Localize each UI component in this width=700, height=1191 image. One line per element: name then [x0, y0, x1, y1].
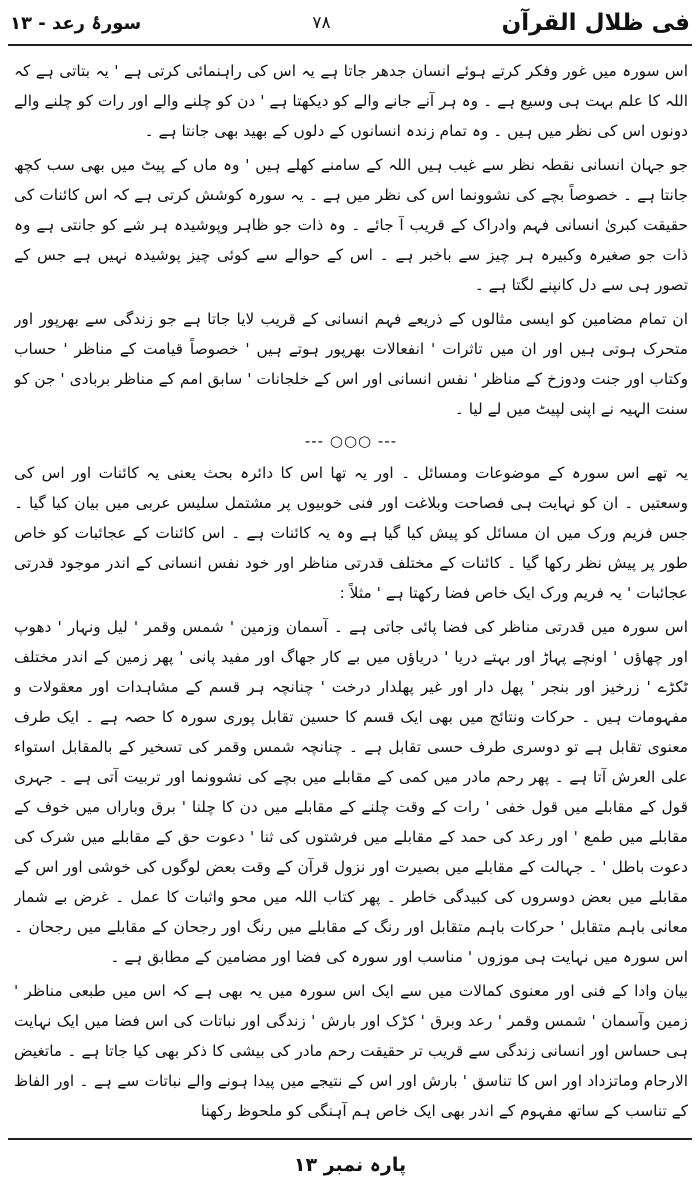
surah-label: سورۂ رعد - ۱۳	[10, 12, 142, 34]
paragraph: اس سورہ میں قدرتی مناظر کی فضا پائی جاتی ہے ۔ آسمان وزمین ' شمس وقمر ' لیل ونہار ' دھوپ اور چھاؤں ' اونچے پہاڑ اور بہتے دریا ' دریاؤں میں بے کار جھاگ اور مفید پانی ' پھر زمین کے اندر مختلف ٹکڑے ' زرخیز اور بنجر ' پھل دار اور غیر پھلدار درخت ' چنانچہ ہر قسم کے مشاہدات اور معقولات و مفہومات ہیں ۔ حرکات ونتائج میں بھی ایک قسم کا حسین تقابل پوری سورہ کا حصہ ہے ۔ ایک طرف معنوی تقابل ہے تو دوسری طرف حسی تقابل ہے ۔ چنانچہ شمس وقمر کی تسخیر کے بالمقابل استواء علی العرش آتا ہے ۔ پھر رحم مادر میں کمی کے مقابلے میں بچے کی نشوونما اور تربیت آتی ہے ۔ جہری قول کے مقابلے میں قول خفی ' رات کے وقت چلنے کے مقابلے میں دن کا چلنا ' برق وباراں میں خوف کے مقابلے میں طمع ' اور رعد کی حمد کے مقابلے میں فرشتوں کی ثنا ' دعوت حق کے مقابلے میں شرک کی دعوت باطل ' ۔ جہالت کے مقابلے میں بصیرت اور نزول قرآن کے وقت بعض لوگوں کی خوشی اور اس کے مقابلے میں بعض دوسروں کی کبیدگی خاطر ۔ پھر کتاب اللہ میں محو واثبات کا عمل ۔ غرض بے شمار معانی باہم متقابل ' حرکات باہم متقابل اور رنگ کے مقابلے میں رنگ اور رجحان کے مقابلے میں رجحان ۔ اس سورہ میں نہایت ہی موزوں ' مناسب اور سورہ کی فضا اور مضامین کے مطابق ہے ۔	[14, 618, 688, 966]
page-body	[14, 56, 688, 1133]
paragraph: اس سورہ میں غور وفکر کرتے ہوئے انسان جدھر جاتا ہے یہ اس کی راہنمائی کرتی ہے ' یہ بتاتی ہے کہ اللہ کا علم بہت ہی وسیع ہے ۔ وہ ہر آنے جانے والے کو دیکھتا ہے ' دن کو چلنے والے اور رات کو چلنے والے دونوں اس کی نظر میں ہیں ۔ وہ تمام زندہ انسانوں کے دلوں کے بھید بھی جانتا ہے ۔	[14, 62, 688, 140]
paragraph: بیان وادا کے فنی اور معنوی کمالات میں سے ایک اس سورہ میں یہ بھی ہے کہ اس میں طبعی مناظر ' زمین وآسمان ' شمس وقمر ' رعد وبرق ' کڑک اور بارش ' زندگی اور نباتات کی اس فضا میں ایک نہایت ہی حساس اور انسانی زندگی سے قریب تر حقیقت رحم مادر کی بیشی کا ذکر بھی کیا جاتا ہے ۔ ماتغیض الارحام وماتزداد اور اس کا تناسق ' بارش اور اس کے نتیجے میں پیدا ہونے والے نباتات سے ہے ۔ اور الفاظ کے تناسب کے ساتھ مفہوم کے اندر بھی ایک خاص ہم آہنگی کو ملحوظ رکھنا	[14, 982, 688, 1120]
page-number: ۷۸	[312, 13, 331, 33]
page-header	[10, 6, 690, 40]
book-title: فی ظلال القرآن	[501, 10, 690, 36]
footer-rule	[8, 1138, 692, 1140]
section-separator: --- ○○○ ---	[304, 432, 398, 450]
paragraph: ان تمام مضامین کو ایسی مثالوں کے ذریعے فہم انسانی کے قریب لایا جاتا ہے جو زندگی سے بھرپور اور متحرک ہوتی ہیں اور ان میں تاثرات ' انفعالات بھرپور ہوتے ہیں ' خصوصاً قیامت کے مناظر ' حساب وکتاب اور جنت ودوزخ کے مناظر ' نفس انسانی اور اس کے خلجانات ' سابق امم کے مناظر بربادی ' جن کو سنت الہیہ نے اپنی لپیٹ میں لے لیا ۔	[14, 310, 688, 418]
para-number-footer: پارہ نمبر ۱۳	[293, 1154, 407, 1176]
paragraph: یہ تھے اس سورہ کے موضوعات ومسائل ۔ اور یہ تھا اس کا دائرہ بحث یعنی یہ کائنات اور اس کی وسعتیں ۔ ان کو نہایت ہی فصاحت وبلاغت اور فنی خوبیوں پر مشتمل سلیس عربی میں بیان کیا گیا ۔ جس فریم ورک میں ان مسائل کو پیش کیا گیا ہے وہ یہ کائنات ہے ۔ اس کائنات کے عجائبات کو خاص طور پر پیش نظر رکھا گیا ۔ کائنات کے مختلف قدرتی مناظر اور خود نفس انسانی کے اندر موجود قدرتی عجائبات ' یہ فریم ورک ایک خاص فضا رکھتا ہے ' مثلاً :	[14, 464, 688, 602]
paragraph: جو جہان انسانی نقطہ نظر سے غیب ہیں اللہ کے سامنے کھلے ہیں ' وہ ماں کے پیٹ میں بھی سب کچھ جانتا ہے ۔ خصوصاً بچے کی نشوونما اس کی نظر میں ہے ۔ یہ سورہ کوشش کرتی ہے کہ اس کائنات کی حقیقت کبریٰ انسانی فہم وادراک کے قریب آ جائے ۔ وہ ذات جو ظاہر وپوشیدہ ہر شے کو جانتی ہے وہ ذات جو صغیرہ وکبیرہ ہر چیز سے باخبر ہے ۔ اس کے حوالے سے کوئی چیز پوشیدہ نہیں ہے جس کے تصور ہی سے دل کانپنے لگتا ہے ۔	[14, 156, 688, 294]
header-rule	[8, 44, 692, 46]
